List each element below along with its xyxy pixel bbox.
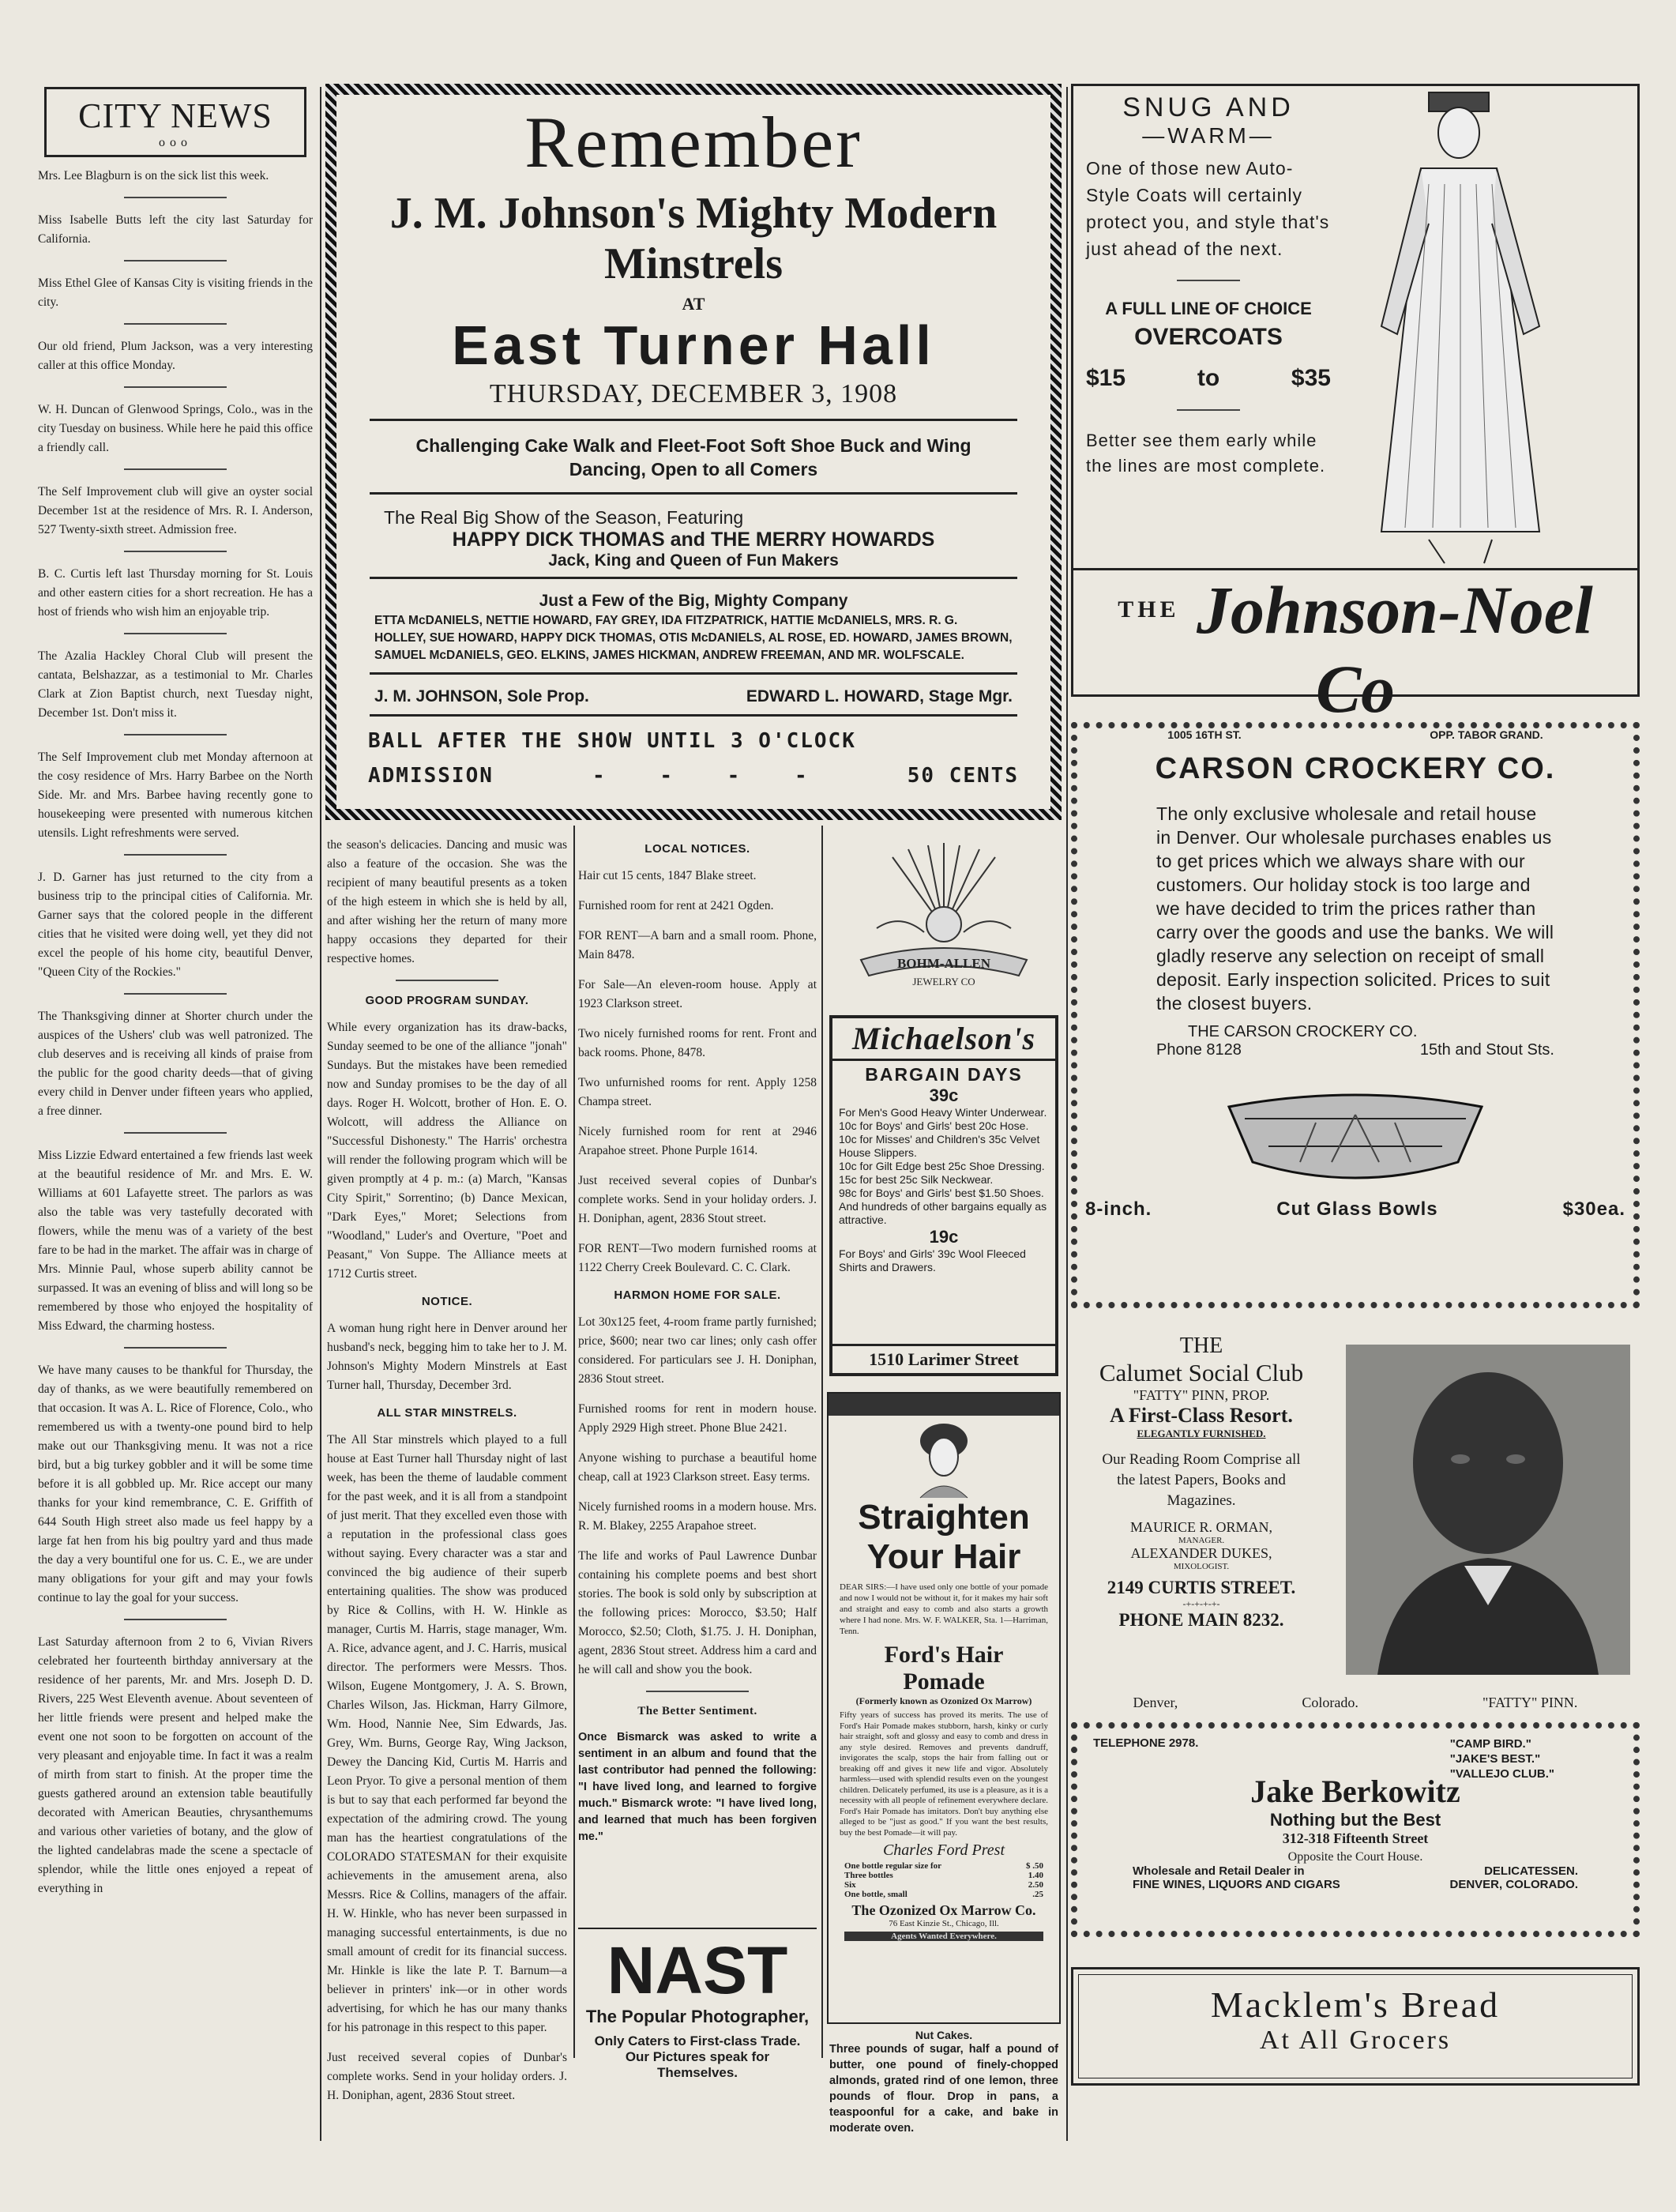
michaelsons-address: 1510 Larimer Street [832, 1344, 1055, 1373]
notice-item: For Sale—An eleven-room house. Apply at 1923 Clarkson street. [578, 978, 817, 1010]
admission-label: ADMISSION [368, 764, 494, 788]
price-list [844, 1861, 1043, 1899]
cut-glass-bowl-image [1221, 1075, 1490, 1194]
bohm-allen-name: BOHM-ALLEN [896, 956, 991, 971]
calumet-prop: "FATTY" PINN, PROP. [1133, 1387, 1270, 1403]
separator [396, 980, 498, 981]
local-notices-column [578, 836, 817, 1942]
separator [124, 993, 227, 995]
berkowitz-tag: Nothing but the Best [1269, 1810, 1441, 1830]
notice-heading: NOTICE. [421, 1295, 473, 1308]
macklem-name: Macklem's Bread [1210, 1984, 1501, 2025]
price-label: Three bottles [844, 1871, 893, 1880]
admission-dashes: - - - - [592, 764, 809, 788]
calumet-phone: PHONE MAIN 8232. [1118, 1610, 1284, 1630]
ball-text: BALL AFTER THE SHOW UNTIL 3 O'CLOCK [368, 729, 856, 753]
bowl-price: $30ea. [1562, 1198, 1625, 1220]
sole-prop: J. M. JOHNSON, Sole Prop. [374, 687, 589, 705]
johnson-noel-address: 1005 16TH ST. [1167, 728, 1242, 741]
separator: -+-+-+-+- [1182, 1598, 1220, 1609]
bargain-days: BARGAIN DAYS [865, 1064, 1023, 1085]
bohm-allen-sub: JEWELRY CO [912, 976, 975, 988]
price-label: Six [844, 1880, 856, 1890]
news-item: Miss Lizzie Edward entertained a few friends last week at the beautiful residence of Mr. and Mrs. E. W. Williams at 601 Lafayette street. The parlors as was also the table was very tastefully decorated with flowers, while the menu was of a variety of the best fare to be had in the market. The affair was in charge of Mrs. Minnie Paul, whose superb ability cannot be surpassed. It was an evening of bliss and will long so be remembered by those who enjoyed the hospitality of Miss Edward, the charming hostess. [38, 1149, 313, 1333]
good-program-text: While every organization has its draw-backs, Sunday seemed to be one of the alliance "jonah" Sundays. But the mistakes have been remedied now and Sunday promises to be the day of all days. Roger H. Wolcott, brother of Hon. E. O. Wolcott, will address the Alliance on "Successful Dishonesty." The Harris' orchestra will render the following program which will be given promptly at 4 p. m.: (a) March, "Kansas City Spirit," Sorrentino; (b) Dance Mexican, "Dark Eyes," Moret; Selections from "Woodland," Luder's and Overture, "Poet and Peasant," Von Suppe. The Alliance meets at 1712 Curtis street. [327, 1021, 567, 1281]
news-item: Miss Isabelle Butts left the city last Saturday for California. [38, 213, 313, 246]
calumet-reading: Our Reading Room Comprise all the latest Papers, Books and Magazines. [1102, 1451, 1301, 1509]
news-item: The Self Improvement club met Monday afternoon at the cosy residence of Mrs. Harry Barbee on the North Side. Mr. and Mrs. Barbee having recently gone to housekeeping were presented with numerous kitchen utensils. Light refreshments were served. [38, 750, 313, 840]
minstrel-title: J. M. Johnson's Mighty Modern Minstrels [389, 189, 998, 288]
featuring-text: HAPPY DICK THOMAS and THE MERRY HOWARDS [452, 529, 935, 551]
full-line-text: A FULL LINE OF CHOICE [1105, 299, 1312, 318]
nut-cakes-heading: Nut Cakes. [915, 2029, 973, 2041]
fords-pomade-ad [827, 1392, 1061, 2024]
berkowitz-name: Jake Berkowitz [1250, 1774, 1460, 1809]
brand-name: "VALLEJO CLUB." [1449, 1767, 1554, 1781]
calumet-manager: MANAGER. [1178, 1536, 1225, 1545]
pomade-top-bar [829, 1394, 1059, 1416]
berkowitz-line1b: DELICATESSEN. [1484, 1864, 1578, 1878]
berkowitz-brands [1450, 1736, 1554, 1781]
price-value: $ .50 [1026, 1861, 1043, 1871]
carson-body: The only exclusive wholesale and retail house in Denver. Our wholesale purchases enables us to get prices which we always share with our customers. Our holiday stock is too large and we have decided to trim the prices rather than carry over the goods and use the banks. We will gladly reserve any selection on receipt of small deposit. Early inspection solicited. Prices to suit the closest buyers. [1156, 803, 1554, 1014]
separator [124, 551, 227, 552]
price-value: .25 [1032, 1890, 1043, 1899]
berkowitz-line2: FINE WINES, LIQUORS AND CIGARS [1133, 1878, 1340, 1891]
minstrel-ad [325, 84, 1062, 820]
city-news-column [38, 87, 313, 2149]
column-rule [573, 826, 575, 2058]
snug-heading: SNUG AND [1122, 92, 1295, 122]
bargain-line: 10c for Misses' and Children's 35c Velvet House Slippers. [839, 1133, 1040, 1159]
bohm-allen-emblem [829, 841, 1058, 995]
calumet-furnished: ELEGANTLY FURNISHED. [1137, 1428, 1266, 1439]
bowl-size: 8-inch. [1085, 1198, 1152, 1220]
column-rule [320, 87, 321, 2141]
news-item: J. D. Garner has just returned to the city from a business trip to the principal cities of California. Mr. Garner says that the colored people in the different cities that he visited were doing well, yet they did not excel the people of his home city, beautiful Denver, "Queen City of the Rockies." [38, 871, 313, 979]
news-item: B. C. Curtis left last Thursday morning for St. Louis and other eastern cities for a short recreation. He has a host of friends who wish him an enjoyable trip. [38, 567, 313, 619]
big-show-text: The Real Big Show of the Season, Featuring [384, 507, 744, 528]
news-item: W. H. Duncan of Glenwood Springs, Colo., was in the city Tuesday on business. While here he paid this office a friendly call. [38, 403, 313, 454]
calumet-manager-name: MAURICE R. ORMAN, [1129, 1519, 1273, 1535]
harmon-text: Lot 30x125 feet, 4-room frame partly furnished; price, $600; near two car lines; only cash offer considered. For particulars see J. H. Doniphan, 2836 Stout street. [578, 1315, 817, 1386]
michaelsons-lines [832, 1085, 1055, 1274]
price-to: $35 [1291, 365, 1331, 391]
price-value: 2.50 [1028, 1880, 1043, 1890]
macklem-sub: At All Grocers [1259, 2026, 1452, 2055]
price-row [844, 1890, 1043, 1899]
bargain-line: 10c for Gilt Edge best 25c Shoe Dressing. [839, 1160, 1045, 1172]
notice-item: Furnished room for rent at 2421 Ogden. [578, 899, 774, 912]
nut-cakes-article [829, 2029, 1058, 2135]
calumet-fatty: "FATTY" PINN. [1482, 1695, 1578, 1710]
separator [124, 323, 227, 325]
calumet-mix: MIXOLOGIST. [1173, 1562, 1230, 1571]
bargain-line: 98c for Boys' and Girls' best $1.50 Shoes. [839, 1187, 1044, 1199]
bargain-line: 10c for Boys' and Girls' best 20c Hose. [839, 1119, 1029, 1132]
at-label: AT [682, 294, 705, 314]
separator [124, 386, 227, 388]
pitch-text: One of those new Auto-Style Coats will certainly protect you, and style that's just ahead of the next. [1086, 158, 1330, 259]
all-star-heading: ALL STAR MINSTRELS. [377, 1406, 517, 1420]
the-label: THE [1118, 596, 1180, 623]
notice-item: Two unfurnished rooms for rent. Apply 1258 Champa street. [578, 1076, 817, 1108]
bargain-line: 19c [929, 1227, 959, 1247]
separator [1177, 409, 1240, 411]
nast-line1: Only Caters to First-class Trade. [594, 2033, 801, 2048]
nast-subtitle: The Popular Photographer, [585, 2007, 810, 2026]
price-row [844, 1861, 1043, 1871]
notice-item: Anyone wishing to purchase a beautiful home cheap, call at 1923 Clarkson street. Easy terms. [578, 1451, 817, 1484]
berkowitz-address: 312-318 Fifteenth Street [1282, 1830, 1429, 1846]
nast-line2: Our Pictures speak for Themselves. [625, 2049, 770, 2080]
carson-crockery-ad [1071, 722, 1640, 1308]
notice-item: FOR RENT—A barn and a small room. Phone, Main 8478. [578, 929, 817, 961]
separator [124, 854, 227, 856]
overcoat-figure [1334, 89, 1626, 563]
agents-wanted: Agents Wanted Everywhere. [844, 1932, 1043, 1941]
overcoats-text: OVERCOATS [1134, 324, 1283, 350]
price-row [844, 1880, 1043, 1890]
all-star-text: The All Star minstrels which played to a full house at East Turner hall Thursday night of last week, has been the theme of laudable comment for the past week, and it is all from a standpoint of just merit. That they excelled even those with a reputation in the professional class goes without saying. Every character was a star and convinced the big audience of their superb entertaining qualities. The show was produced by Rice & Collins, with H. W. Hinkle as manager, Curtis M. Harris, stage manager, Wm. A. Rice, advance agent, and J. C. Harris, musical director. The performers were Messrs. Thos. Wilson, Eugene Montgomery, J. A. S. Brown, Charles Wilson, Jas. Hickman, Harry Gilmore, Wm. Hood, Nannie Nee, Sim Edwards, Jas. Grey, Wm. Burns, George Ray, Wing Jackson, Dewey the Dancing Kid, Curtis M. Harris and Leon Pryor. To give a personal mention of them is but to say that each performed far beyond the expectation of the admiring crowd. The young man has the heartiest congratulations of the COLORADO STATESMAN for their exquisite achievements in the amusement arena, also Messrs. Rice & Collins, managers of the affair. H. W. Hinkle, who has never been surpassed in managing successful entertainments, is due no small amount of credit for its financial success. Mr. Hinkle is like the late P. T. Barnum—a believer in printers' ink—or in other words advertising, for which he has our many thanks for his patronage in this respect to this paper. [327, 1433, 567, 2034]
separator [124, 468, 227, 470]
stage-mgr: EDWARD L. HOWARD, Stage Mgr. [746, 687, 1013, 705]
few-text: Just a Few of the Big, Mighty Company [539, 592, 848, 610]
harmon-heading: HARMON HOME FOR SALE. [614, 1288, 781, 1302]
woman-portrait [829, 1416, 1059, 1498]
berkowitz-telephone: TELEPHONE 2978. [1093, 1736, 1199, 1750]
news-item: The Azalia Hackley Choral Club will present the cantata, Belshazzar, as a testimonial to Mr. Charles Clark at Zion Baptist church, next Tuesday night, December 1st. Don't miss it. [38, 649, 313, 720]
ornament: ooo [159, 136, 192, 149]
bargain-line: For Men's Good Heavy Winter Underwear. [839, 1106, 1047, 1119]
notice-item: FOR RENT—Two modern furnished rooms at 1122 Cherry Creek Boulevard. C. C. Clark. [578, 1242, 817, 1274]
product-name: Ford's Hair Pomade [884, 1642, 1004, 1695]
ford-signature: Charles Ford Prest [882, 1841, 1005, 1859]
news-item: Miss Ethel Glee of Kansas City is visiting friends in the city. [38, 276, 313, 309]
challenge-text: Challenging Cake Walk and Fleet-Foot Soft Shoe Buck and Wing Dancing, Open to all Comers [415, 435, 971, 480]
separator [124, 1619, 227, 1620]
michaelsons-name: Michaelson's [832, 1018, 1055, 1061]
carson-address: 15th and Stout Sts. [1419, 1041, 1554, 1059]
notice-item: Nicely furnished rooms in a modern house. Mrs. R. M. Blakey, 2255 Arapahoe street. [578, 1500, 817, 1533]
news-item: We have many causes to be thankful for Thursday, the day of thanks, as we were beautifully remembered on that occasion. It was A. L. Rice of Florence, Colo., who remembered us with a twenty-one pound bird to help make out our Thanksgiving menu. It was not a rice bird, but a big turkey gobbler and it will be some time before it is all gobbled up. Mr. Rice accept our many thanks for your kind remembrance, C. E. Griffith of 644 South High street also made us feel happy by a large fat hen from his big poultry yard and thus made the day a very bountiful one for us. C. E., we are under many obligations for your gift and may your fowls continue to lay the goal for your success. [38, 1364, 313, 1604]
carson-phone: Phone 8128 [1156, 1041, 1242, 1059]
separator [124, 197, 227, 198]
berkowitz-opp: Opposite the Court House. [1287, 1850, 1423, 1864]
berkowitz-line1: Wholesale and Retail Dealer in [1133, 1864, 1305, 1878]
notice-item: Hair cut 15 cents, 1847 Blake street. [578, 869, 757, 882]
macklem-ad [1071, 1967, 1640, 2086]
news-item: The Self Improvement club will give an oyster social December 1st at the residence of Mrs. R. I. Anderson, 527 Twenty-sixth street. Admission free. [38, 485, 313, 536]
nut-cakes-text: Three pounds of sugar, half a pound of butter, one pound of finely-chopped almonds, grated rind of one lemon, three pounds of flour. Drop in pans, a teaspoonful for a cake, and bake in moderate oven. [829, 2043, 1058, 2135]
sentiment-text: Once Bismarck was asked to write a sentiment in an album and found that the last contributor had penned the following: "I have lived long, and learned to forgive much." Bismarck wrote: "I have lived long, and learned that much has been forgiven me." [578, 1731, 817, 1843]
news-item: Mrs. Lee Blagburn is on the sick list this week. [38, 169, 269, 182]
straighten-heading: Straighten [858, 1498, 1030, 1537]
admission-price: 50 CENTS [907, 764, 1019, 788]
good-program-heading: GOOD PROGRAM SUNDAY. [365, 994, 529, 1007]
johnson-noel-opp: OPP. TABOR GRAND. [1430, 728, 1543, 741]
company-list: ETTA McDANIELS, NETTIE HOWARD, FAY GREY, IDA FITZPATRICK, HATTIE McDANIELS, MRS. R. G. HOLLEY, SUE HOWARD, HAPPY DICK THOMAS, OTIS McDANIELS, AL ROSE, ED. HOWARD, JAMES BROWN, SAMUEL McDANIELS, GEO. ELKINS, JAMES HICKMAN, ANDREW FREEMAN, AND MR. WOLFSCALE. [374, 614, 1013, 662]
price-label: One bottle, small [844, 1890, 908, 1899]
notice-item: Just received several copies of Dunbar's complete works. Send in your holiday orders. J. H. Doniphan, agent, 2836 Stout street. [578, 1174, 817, 1225]
calumet-colorado: Colorado. [1302, 1695, 1358, 1710]
separator [1177, 280, 1240, 281]
article-continuation: the season's delicacies. Dancing and music was also a feature of the occasion. She was the recipient of many beautiful presents as a token of the high esteem in which she is held by all, and after wishing her the return of many more happy occasions they departed for their respective homes. [327, 838, 567, 965]
local-notices-list-2 [578, 1400, 817, 1680]
separator [124, 734, 227, 735]
johnson-noel-ad [1071, 84, 1640, 741]
jack-king-text: Jack, King and Queen of Fun Makers [548, 551, 839, 570]
price-row [844, 1871, 1043, 1880]
bargain-line: 15c for best 25c Silk Neckwear. [839, 1173, 994, 1186]
separator [124, 260, 227, 261]
bargain-line: And hundreds of other bargains equally as attractive. [839, 1200, 1047, 1226]
testimonial-letter: DEAR SIRS:—I have used only one bottle of your pomade and now I would not be without it, for it makes my hair soft and straight and easy to comb and also starts a growth where I had none. Mrs. W. F. WALKER, Sta. 1—Harriman, Tenn. [840, 1582, 1048, 1636]
separator [124, 1132, 227, 1134]
company-name: The Ozonized Ox Marrow Co. [851, 1902, 1036, 1918]
nast-ad [578, 1928, 817, 2086]
notice-item: The life and works of Paul Lawrence Dunbar containing his complete poems and best short stories. The book is sold only by subscription at the following prices: Morocco, $3.50; Half Morocco, $2.50; Cloth, $1.75. J. H. Doniphan, agent, 2836 Stout street. Address him a card and he will call and show you the book. [578, 1549, 817, 1676]
remember-heading: Remember [524, 102, 862, 182]
calumet-name: Calumet Social Club [1099, 1359, 1304, 1386]
product-body: Fifty years of success has proved its merits. The use of Ford's Hair Pomade makes stubborn, harsh, kinky or curly hair straight, soft and glossy and easy to comb and dress in any style desired. Removes and prevents dandruff, invigorates the scalp, stops the hair from falling out or breaking off and gives it new life and vigor. Absolutely harmless—used with splendid results even on the youngest children. Delicately perfumed, its use is a pleasure, as it is a necessity with all people of refinement everywhere declare. Ford's Hair Pomade has imitators. Don't buy anything else alleged to be "just as good." If you want the best results, buy the best Pomade—it will pay. [840, 1710, 1048, 1838]
bohm-allen-ad [829, 841, 1058, 995]
your-hair-heading: Your Hair [866, 1537, 1021, 1576]
price-value: 1.40 [1028, 1871, 1043, 1880]
johnson-noel-wordmark: Johnson-Noel Co [1197, 572, 1593, 727]
sentiment-heading: The Better Sentiment. [637, 1705, 757, 1717]
bowl-name: Cut Glass Bowls [1276, 1198, 1438, 1220]
michaelsons-ad [829, 1015, 1058, 1376]
berkowitz-ad [1071, 1722, 1640, 1937]
carson-name: CARSON CROCKERY CO. [1155, 752, 1556, 785]
formerly-text: (Formerly known as Ozonized Ox Marrow) [855, 1695, 1032, 1706]
calumet-mix-name: ALEXANDER DUKES, [1130, 1545, 1272, 1561]
dunbar-text: Just received several copies of Dunbar's complete works. Send in your holiday orders. J. H. Doniphan, agent, 2836 Stout street. [327, 2051, 567, 2102]
company-address: 76 East Kinzie St., Chicago, Ill. [889, 1919, 999, 1928]
news-item: Last Saturday afternoon from 2 to 6, Vivian Rivers celebrated her fourteenth birthday anniversary at the residence of her parents, Mr. and Mrs. Joseph D. D. Rivers, 225 West Eleventh avenue. About seventeen of her little friends were present and helped make the event one not soon to be forgotten on account of the very pleasant and enjoyable time. In fact it was a realm of mirth from start to finish. At the proper time the guests gathered around an extension table beautifully decorated with American Beauties, chrysanthemums and various other varieties of botany, and the glow of the lighted candelabras made the scene a spectacle of splendor, while the little ones enjoyed a repeat of everything in [38, 1635, 313, 1895]
carson-sig: THE CARSON CROCKERY CO. [1188, 1023, 1418, 1040]
event-date: THURSDAY, DECEMBER 3, 1908 [489, 379, 898, 408]
city-news-title: CITY NEWS [78, 96, 272, 135]
separator [124, 633, 227, 634]
local-notices-list [578, 867, 817, 1277]
news-item: The Thanksgiving dinner at Shorter church under the auspices of the Ushers' club was well patronized. The club deserves and is receiving all kinds of praise from the public for the good charity deeds—that of giving every child in Denver under fifteen years who applied, a free dinner. [38, 1010, 313, 1118]
berkowitz-line2b: DENVER, COLORADO. [1449, 1878, 1578, 1891]
brand-name: "CAMP BIRD." [1449, 1737, 1531, 1751]
bargain-line: 39c [929, 1085, 959, 1105]
woman-portrait-icon [904, 1416, 983, 1498]
separator [124, 1347, 227, 1349]
city-news-header [44, 87, 306, 157]
fatty-pinn-portrait [1346, 1345, 1630, 1675]
local-notices-heading: LOCAL NOTICES. [644, 842, 750, 856]
early-text: Better see them early while the lines are most complete. [1086, 431, 1326, 476]
notice-text: A woman hung right here in Denver around her husband's neck, begging him to take her to J. M. Johnson's Mighty Modern Minstrels at East Turner hall, Thursday, December 3rd. [327, 1322, 567, 1392]
brand-name: "JAKE'S BEST." [1449, 1752, 1541, 1766]
city-news-items [38, 167, 313, 1898]
column-rule [821, 826, 823, 2058]
news-item: Our old friend, Plum Jackson, was a very interesting caller at this office Monday. [38, 340, 313, 372]
column-rule [1066, 87, 1068, 2141]
calumet-denver: Denver, [1133, 1695, 1178, 1710]
separator [646, 1691, 749, 1692]
calumet-resort: A First-Class Resort. [1110, 1404, 1293, 1427]
price-label: One bottle regular size for [844, 1861, 942, 1871]
calumet-club-ad [1071, 1334, 1640, 1713]
notice-item: Furnished rooms for rent in modern house. Apply 2929 High street. Phone Blue 2421. [578, 1402, 817, 1435]
price-from: $15 [1086, 365, 1126, 391]
venue: East Turner Hall [452, 314, 935, 376]
johnson-noel-name [1073, 570, 1637, 728]
calumet-address: 2149 CURTIS STREET. [1107, 1578, 1296, 1597]
notice-item: Nicely furnished room for rent at 2946 Arapahoe street. Phone Purple 1614. [578, 1125, 817, 1157]
bargain-line: For Boys' and Girls' 39c Wool Fleeced Shirts and Drawers. [839, 1247, 1026, 1273]
calumet-the: THE [1179, 1334, 1223, 1358]
notice-item: Two nicely furnished rooms for rent. Front and back rooms. Phone, 8478. [578, 1027, 817, 1059]
column-three [327, 836, 567, 2102]
price-to-word: to [1197, 365, 1220, 391]
nast-name: NAST [607, 1933, 788, 2007]
warm-heading: —WARM— [1142, 123, 1275, 148]
